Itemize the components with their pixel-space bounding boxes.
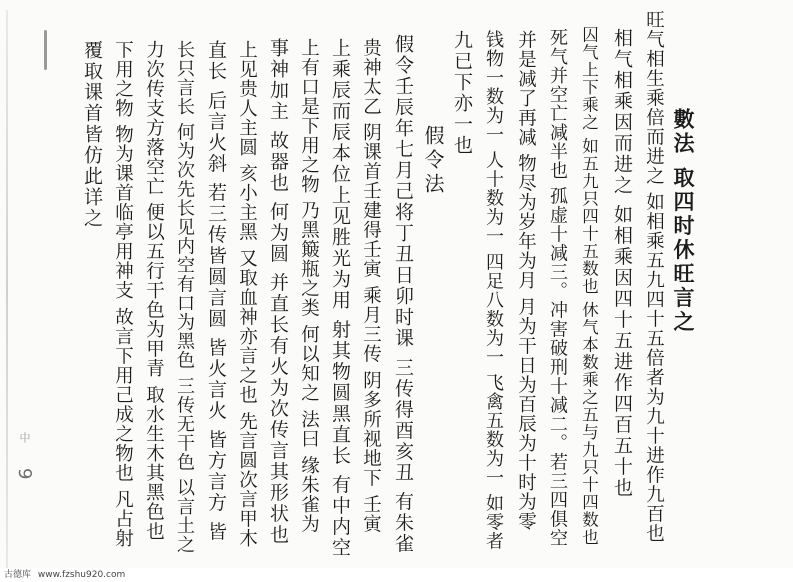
margin-mark: 中: [18, 432, 31, 443]
text-line: 旺气相生乘倍而进之 如相乘五九四十五倍者为九十进作九百也: [643, 10, 665, 544]
text-line: 囚气上下乘之 如五九只四十五数也 休气本数乘之五与九只十四数也: [579, 26, 599, 546]
text-line: 上见贵人主圆 亥小主黑 又取血神亦言之也 先言圆次言甲木: [236, 40, 258, 549]
text-line: 并是减了再减 物尽为岁年为月 月为干日为百辰为十时为零: [515, 30, 537, 532]
text-line: 直长 后言火斜 若三传皆圆言圆 皆火言火 皆方言方 皆: [205, 40, 227, 543]
text-line: 覆取课首皆仿此详之: [81, 40, 103, 229]
page-number: 9: [14, 468, 35, 480]
text-line: 上乘辰而辰本位上见胜光为用 射其物圆黑直长 有中内空: [329, 38, 351, 559]
section-heading: 假令法: [421, 125, 445, 197]
page-fold: [6, 10, 8, 570]
text-line: 相气相乘因而进之 如相乘因四十五进作四百五十也: [611, 28, 633, 499]
text-line: 死气并空亡减半也 孤虚十减三。冲害破刑十减二。若三四俱空: [547, 28, 568, 548]
text-line: 长只言长 何为次先长见内空有口为黑色 三传无干色 以言土之: [174, 40, 195, 555]
text-line: 九已下亦一也: [451, 30, 473, 156]
text-line: 下用之物 物为课首临亭用神支 故言下用己成之物也 凡占射: [112, 40, 134, 549]
footer-bar: [0, 568, 793, 582]
text-line: 假令壬辰年七月己将丁丑日卯时课 三传得酉亥丑 有朱雀: [392, 34, 414, 555]
text-line: 贵神太乙 阴课首壬建得壬寅 乘月三传 阴多所视地下 壬寅: [360, 38, 382, 534]
text-line: 力次传支方落空亡 便以五行干色为甲青 取水生木其黑色也: [143, 40, 165, 542]
margin-stroke: [44, 30, 47, 70]
text-line: 钱物一数为一 人十数为一 四足八数为一 飞禽五数为一 如零者: [483, 30, 504, 551]
text-line: 上有口是下用之物 乃黑簸瓶之类 何以知之 法曰 缘朱雀为: [298, 38, 320, 534]
section-title: 數法 取四时休旺言之: [671, 108, 696, 335]
footer-site-label: 古德库: [4, 570, 32, 580]
text-line: 事神加主 故器也 何为圆 并直长有火为次传言其形状也: [267, 38, 289, 546]
footer-url[interactable]: www.fzshu920.com: [37, 570, 126, 580]
